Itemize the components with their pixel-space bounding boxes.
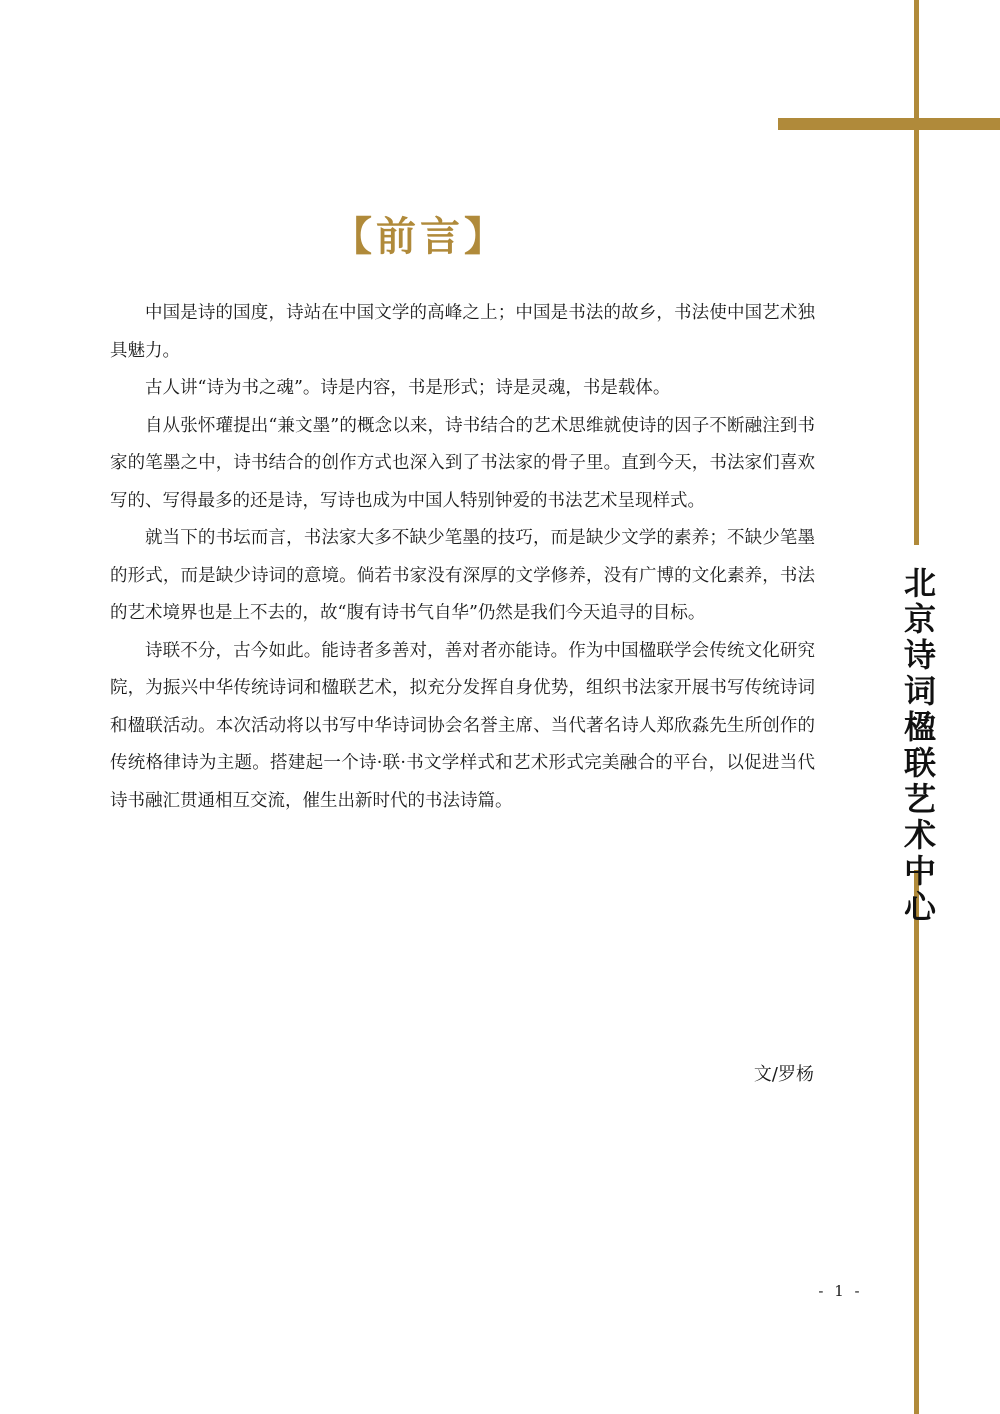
gold-vertical-line-bottom: [914, 870, 919, 1414]
author-signature: 文/罗杨: [753, 1064, 814, 1085]
paragraph: 就当下的书坛而言，书法家大多不缺少笔墨的技巧，而是缺少文学的素养；不缺少笔墨的形式，而是缺少诗词的意境。倘若书家没有深厚的文学修养，没有广博的文化素养，书法的艺术境界也是上不去的，故“腹有诗书气自华”仍然是我们今天追寻的目标。: [110, 528, 815, 623]
paragraph: 中国是诗的国度，诗站在中国文学的高峰之上；中国是书法的故乡，书法使中国艺术独具魅力。: [110, 303, 815, 361]
paragraph: 古人讲“诗为书之魂”。诗是内容，书是形式；诗是灵魂，书是载体。: [145, 378, 671, 398]
preface-body: [110, 295, 815, 820]
page-title: 【前言】: [332, 214, 508, 260]
paragraph: 诗联不分，古今如此。能诗者多善对，善对者亦能诗。作为中国楹联学会传统文化研究院，为振兴中华传统诗词和楹联艺术，拟充分发挥自身优势，组织书法家开展书写传统诗词和楹联活动。本次活动将以书写中华诗词协会名誉主席、当代著名诗人郑欣淼先生所创作的传统格律诗为主题。搭建起一个诗·联·书文学样式和艺术形式完美融合的平台，以促进当代诗书融汇贯通相互交流，催生出新时代的书法诗篇。: [110, 640, 815, 811]
page-number: - 1 -: [818, 1282, 863, 1300]
paragraph: 自从张怀瓘提出“兼文墨”的概念以来，诗书结合的艺术思维就使诗的因子不断融注到书家的笔墨之中，诗书结合的创作方式也深入到了书法家的骨子里。直到今天，书法家们喜欢写的、写得最多的还是诗，写诗也成为中国人特别钟爱的书法艺术呈现样式。: [110, 415, 815, 511]
organization-vertical-title: 北京诗词楹联艺术中心: [899, 566, 937, 926]
gold-vertical-line-top: [914, 0, 919, 545]
gold-horizontal-bar: [778, 118, 1000, 130]
